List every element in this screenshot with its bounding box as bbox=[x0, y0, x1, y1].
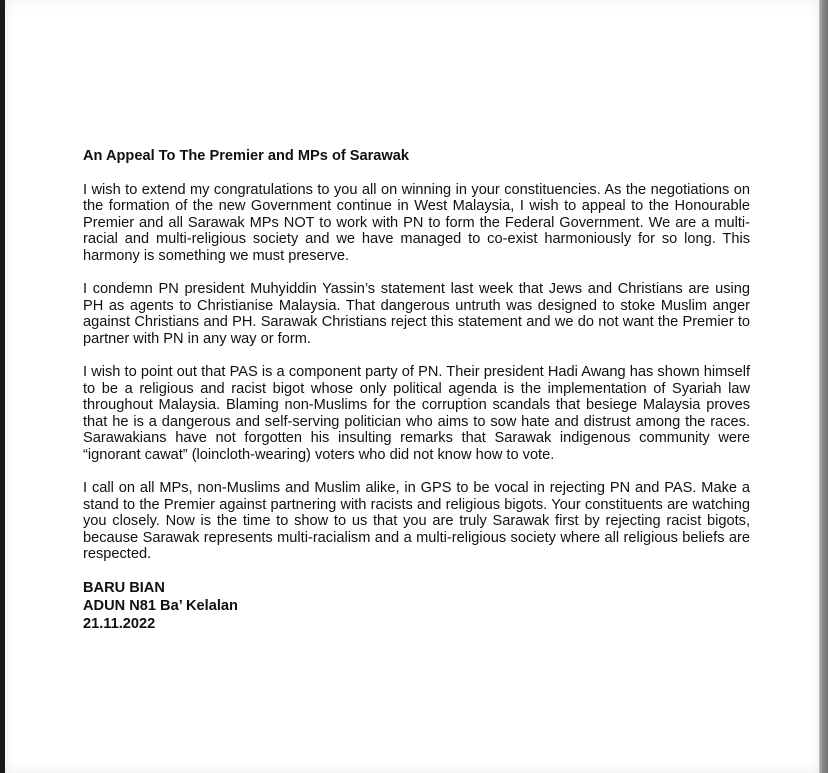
signature-position: ADUN N81 Ba’ Kelalan bbox=[83, 598, 238, 615]
paragraph-2: I condemn PN president Muhyiddin Yassin’s statement last week that Jews and Christians are using PH as agents to Christianise Malaysia. That dangerous untruth was designed to stoke Muslim anger against Christians and PH. Sarawak Christians reject this statement and we do not want the Premier to partner with PN in any way or form. bbox=[83, 281, 750, 347]
paragraph-1: I wish to extend my congratulations to you all on winning in your constituencies. As the negotiations on the formation of the new Government continue in West Malaysia, I wish to appeal to the Honourable Premier and all Sarawak MPs NOT to work with PN to form the Federal Government. We are a multi-racial and multi-religious society and we have managed to co-exist harmoniously for so long. This harmony is something we must preserve. bbox=[83, 181, 750, 264]
paragraph-4: I call on all MPs, non-Muslims and Muslim alike, in GPS to be vocal in rejecting PN and PAS. Make a stand to the Premier against partnering with racists and religious bigots. Your constituents are watching you closely. Now is the time to show to us that you are truly Sarawak first by rejecting racist bigots, because Sarawak represents multi-racialism and a multi-religious society where all religious beliefs are respected. bbox=[83, 480, 750, 563]
signature-block bbox=[83, 579, 750, 633]
document-title: An Appeal To The Premier and MPs of Sarawak bbox=[83, 148, 410, 164]
page-edge-shadow bbox=[819, 0, 828, 773]
document-body bbox=[83, 148, 750, 633]
signature-name: BARU BIAN bbox=[83, 580, 165, 597]
document-page bbox=[5, 0, 819, 773]
paragraph-3: I wish to point out that PAS is a component party of PN. Their president Hadi Awang has shown himself to be a religious and racist bigot whose only political agenda is the implementation of Syariah law throughout Malaysia. Blaming non-Muslims for the corruption scandals that besiege Malaysia proves that he is a dangerous and self-serving politician who aims to sow hate and distrust among the races. Sarawakians have not forgotten his insulting remarks that Sarawak indigenous community were “ignorant cawat” (loincloth-wearing) voters who did not know how to vote. bbox=[83, 363, 750, 463]
signature-date: 21.11.2022 bbox=[83, 616, 156, 633]
